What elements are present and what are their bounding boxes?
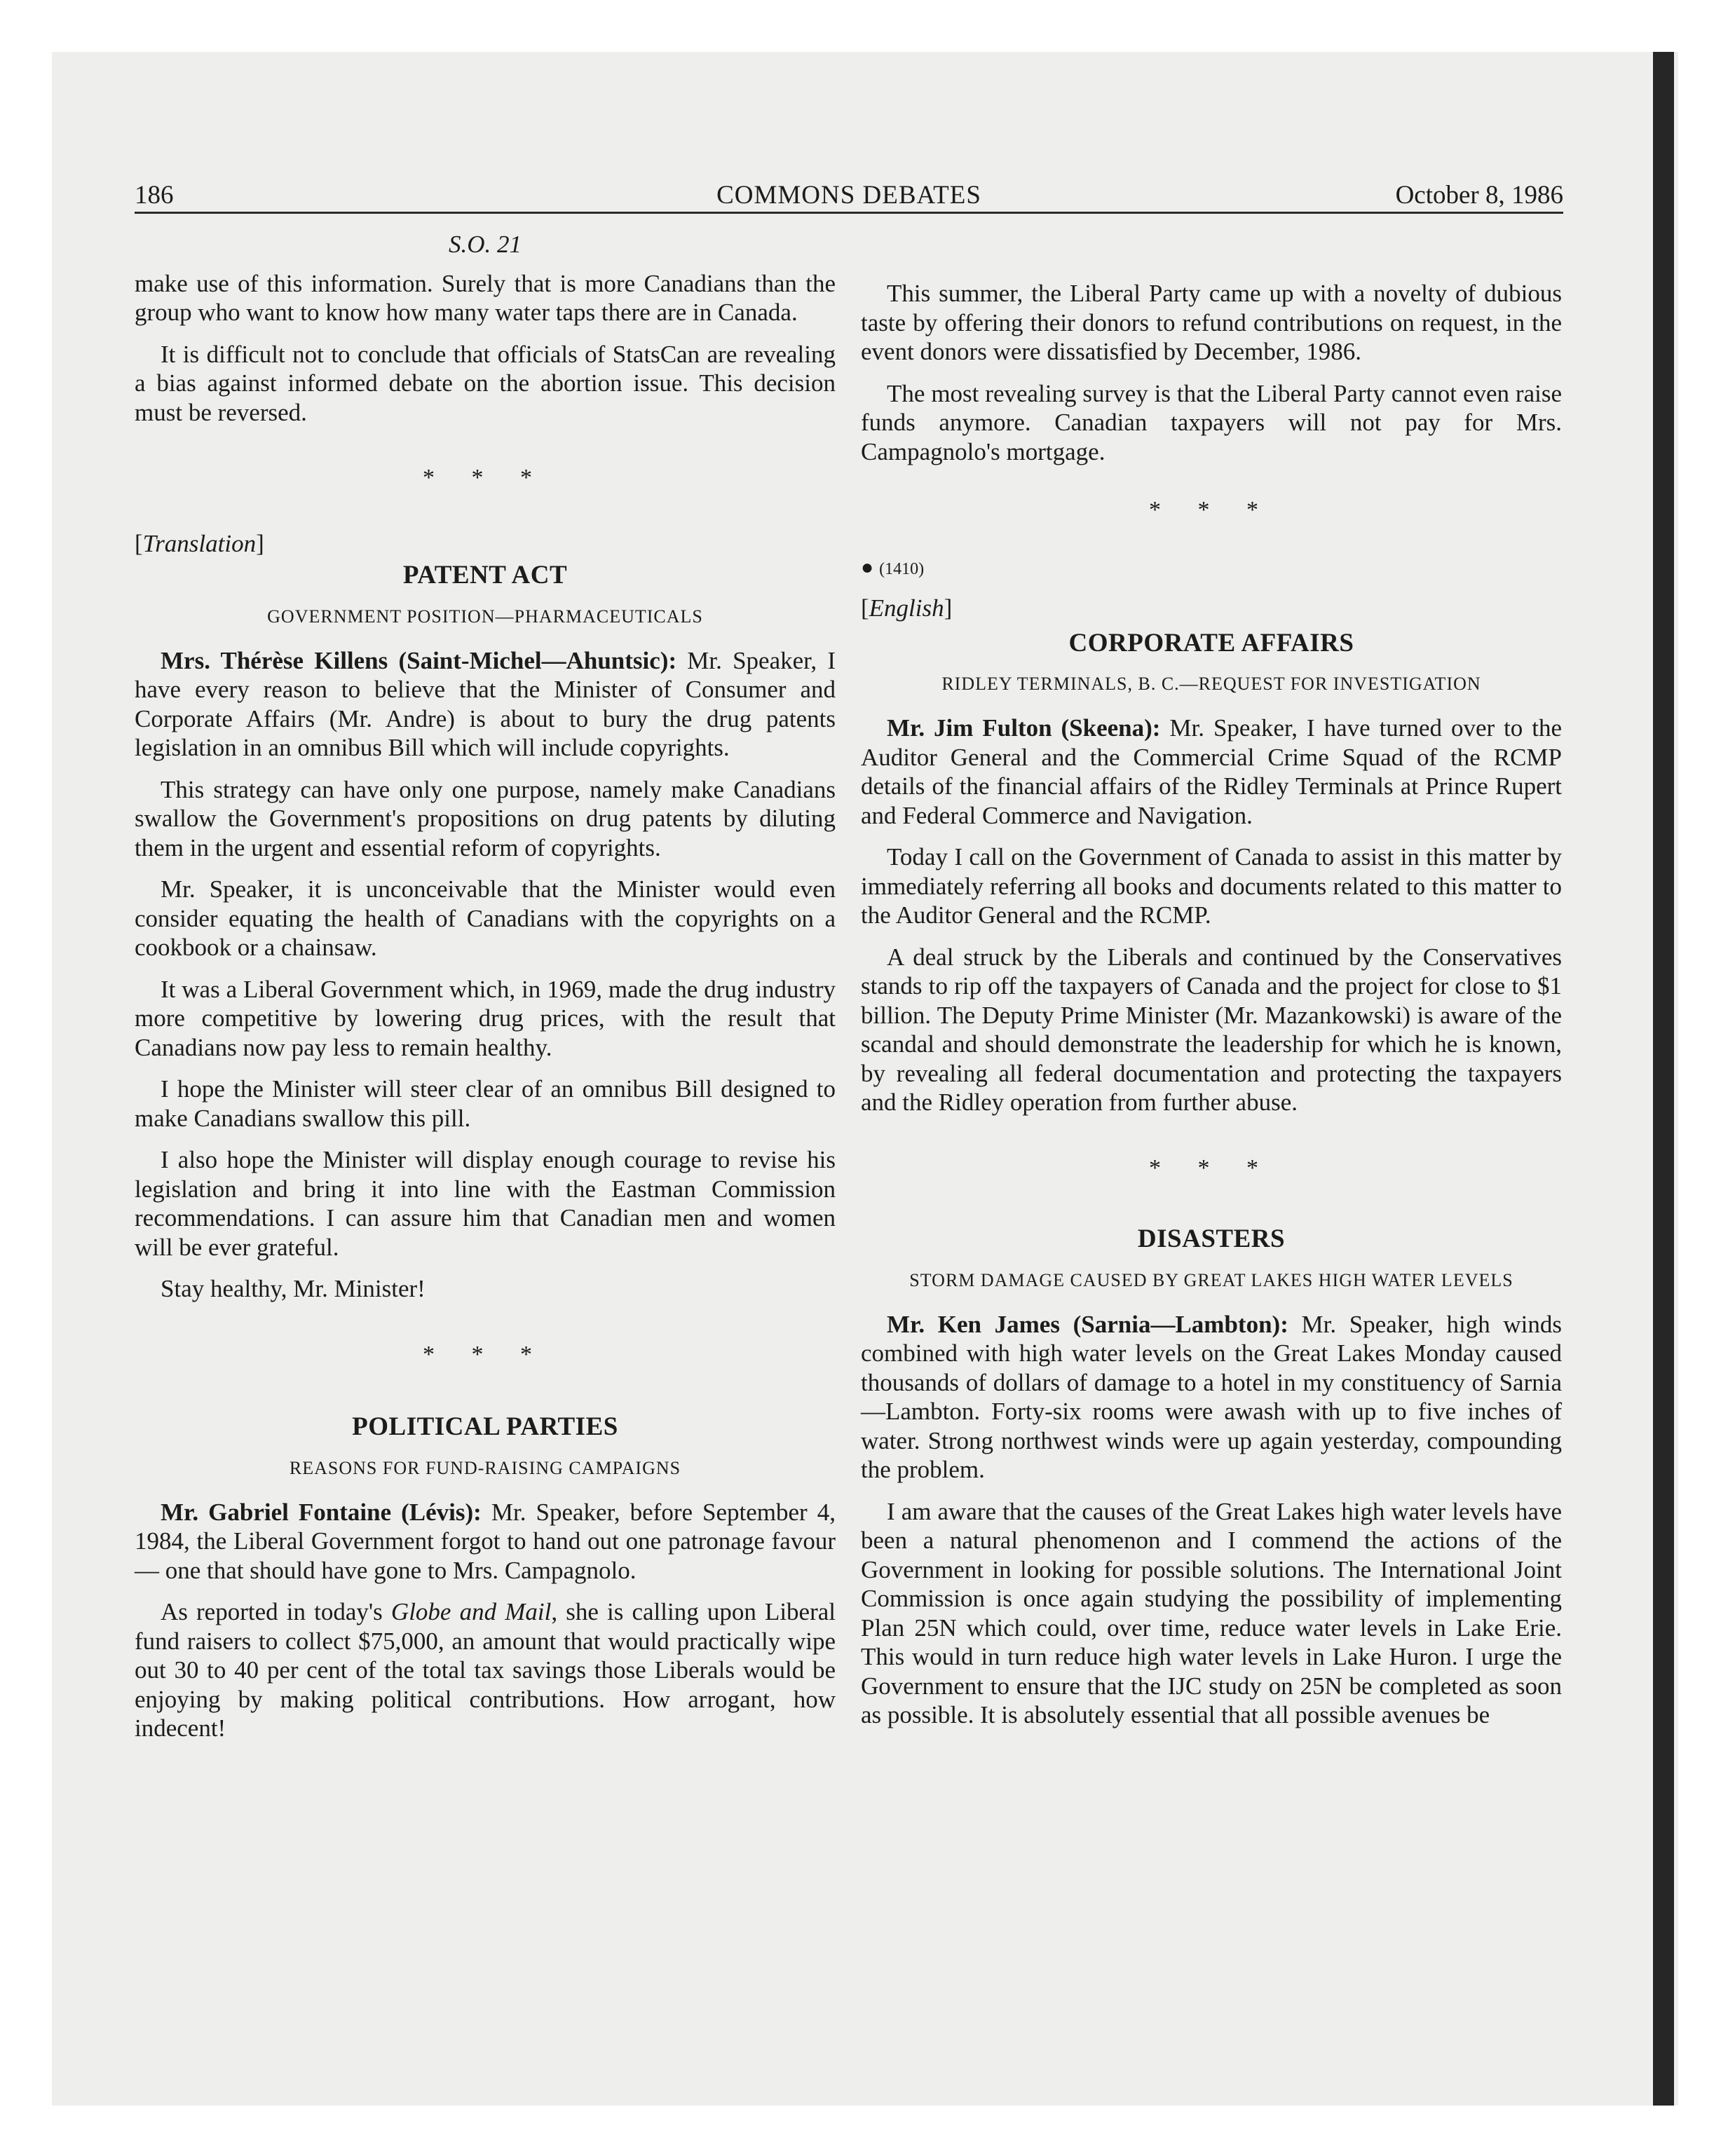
- speech-paragraph: [135, 646, 836, 763]
- section-separator: * * *: [423, 465, 547, 491]
- section-subheading: RIDLEY TERMINALS, B. C.—REQUEST FOR INVESTIGATION: [941, 674, 1481, 694]
- time-marker: [861, 553, 1562, 585]
- page-header: [135, 177, 1563, 214]
- speech-text: Mr. Speaker, I have every reason to believe that the Minister of Consumer and Corporate Affairs (Mr. Andre) is about to bury the drug patents legislation in an omnibus Bill which will include copyrights.: [135, 646, 836, 761]
- paragraph: A deal struck by the Liberals and continued by the Conservatives stands to rip off the taxpayers of Canada and the project for close to $1 billion. The Deputy Prime Minister (Mr. Mazankowski) is aware of the scandal and should demonstrate the leadership for which he is known, by revealing all federal documentation and protecting the taxpayers and the Ridley operation from further abuse.: [861, 943, 1562, 1116]
- speaker-name: Mr. Jim Fulton (Skeena):: [887, 714, 1161, 742]
- publication-date: October 8, 1986: [1395, 181, 1563, 210]
- speech-text: Mr. Speaker, high winds combined with high water levels on the Great Lakes Monday caused thousands of dollars of damage to a hotel in my constituency of Sarnia—Lambton. Forty-six rooms were awash with up to five inches of water. Strong northwest winds were up again yesterday, compounding the problem.: [861, 1310, 1562, 1483]
- language-note: [English]: [861, 594, 953, 622]
- speech-paragraph: [135, 1498, 836, 1585]
- paragraph: It is difficult not to conclude that officials of StatsCan are revealing a bias against informed debate on the abortion issue. This decision must be reversed.: [135, 340, 836, 426]
- speaker-name: Mr. Gabriel Fontaine (Lévis):: [161, 1498, 482, 1526]
- paragraph: [135, 1597, 836, 1743]
- page-spine-shadow: [1653, 52, 1674, 2106]
- section-subheading: GOVERNMENT POSITION—PHARMACEUTICALS: [267, 606, 703, 627]
- paragraph: Stay healthy, Mr. Minister!: [161, 1275, 426, 1302]
- time-marker-text: (1410): [879, 559, 925, 578]
- right-column: [861, 224, 1562, 1742]
- standing-order-label: S.O. 21: [448, 231, 522, 258]
- paragraph: The most revealing survey is that the Liberal Party cannot even raise funds anymore. Canadian taxpayers will not pay for Mrs. Campagnolo's mortgage.: [861, 379, 1562, 465]
- section-heading-patent-act: PATENT ACT: [402, 561, 568, 589]
- section-subheading: STORM DAMAGE CAUSED BY GREAT LAKES HIGH WATER LEVELS: [909, 1269, 1513, 1290]
- speaker-name: Mrs. Thérèse Killens (Saint-Michel—Ahuntsic):: [161, 646, 677, 674]
- left-column: [135, 224, 836, 1756]
- paragraph: I hope the Minister will steer clear of an omnibus Bill designed to make Canadians swallow this pill.: [135, 1075, 836, 1132]
- section-heading-corporate-affairs: CORPORATE AFFAIRS: [1068, 628, 1354, 657]
- translation-note-text: Translation: [142, 529, 257, 557]
- paragraph: Today I call on the Government of Canada to assist in this matter by immediately referring all books and documents related to this matter to the Auditor General and the RCMP.: [861, 843, 1562, 929]
- paragraph: This strategy can have only one purpose, namely make Canadians swallow the Government's propositions on drug patents by diluting them in the urgent and essential reform of copyrights.: [135, 775, 836, 861]
- translation-note: [Translation]: [135, 529, 264, 557]
- speech-paragraph: [861, 1310, 1562, 1485]
- speech-paragraph: [861, 714, 1562, 830]
- section-subheading: REASONS FOR FUND-RAISING CAMPAIGNS: [289, 1457, 681, 1478]
- text-run: , she is calling upon Liberal fund raisers to collect $75,000, an amount that would practically wipe out 30 to 40 per cent of the total tax savings those Liberals would be enjoying by making political contributions. How arrogant, how indecent!: [135, 1598, 836, 1742]
- speech-text: Mr. Speaker, I have turned over to the Auditor General and the Commercial Crime Squad of the RCMP details of the financial affairs of the Ridley Terminals at Prince Rupert and Federal Commerce and Navigation.: [861, 714, 1563, 829]
- paragraph: I am aware that the causes of the Great Lakes high water levels have been a natural phenomenon and I commend the actions of the Government in looking for possible solutions. The International Joint Commission is once again studying the possibility of implementing Plan 25N which could, over time, reduce water levels in Lake Erie. This would in turn reduce high water levels in Lake Huron. I urge the Government to ensure that the IJC study on 25N be completed as soon as possible. It is absolutely essential that all possible avenues be: [861, 1497, 1562, 1728]
- bullet-icon: ●: [861, 555, 874, 579]
- paragraph: This summer, the Liberal Party came up with a novelty of dubious taste by offering their donors to refund contributions on request, in the event donors were dissatisfied by December, 1986.: [861, 280, 1562, 365]
- text-run: As reported in today's: [161, 1598, 391, 1625]
- section-separator: * * *: [1149, 1154, 1274, 1181]
- section-separator: * * *: [423, 1341, 547, 1367]
- language-note-text: English: [869, 594, 944, 622]
- section-heading-political-parties: POLITICAL PARTIES: [352, 1412, 618, 1441]
- speaker-name: Mr. Ken James (Sarnia—Lambton):: [887, 1310, 1288, 1338]
- section-heading-disasters: DISASTERS: [1137, 1224, 1286, 1253]
- publication-title: COMMONS DEBATES: [716, 181, 981, 210]
- section-separator: * * *: [1149, 497, 1274, 523]
- page-number: 186: [135, 181, 174, 210]
- paragraph: make use of this information. Surely that is more Canadians than the group who want to know how many water taps there are in Canada.: [135, 269, 836, 326]
- speech-text: Mr. Speaker, before September 4, 1984, the Liberal Government forgot to hand out one patronage favour— one that should have gone to Mrs. Campagnolo.: [135, 1498, 836, 1584]
- paragraph: I also hope the Minister will display enough courage to revise his legislation and bring it into line with the Eastman Commission recommendations. I can assure him that Canadian men and women will be ever grateful.: [135, 1146, 836, 1261]
- newspaper-title: Globe and Mail: [390, 1598, 552, 1625]
- paragraph: Mr. Speaker, it is unconceivable that the Minister would even consider equating the health of Canadians with the copyrights on a cookbook or a chainsaw.: [135, 875, 836, 961]
- paragraph: It was a Liberal Government which, in 1969, made the drug industry more competitive by lowering drug prices, with the result that Canadians now pay less to remain healthy.: [135, 975, 836, 1061]
